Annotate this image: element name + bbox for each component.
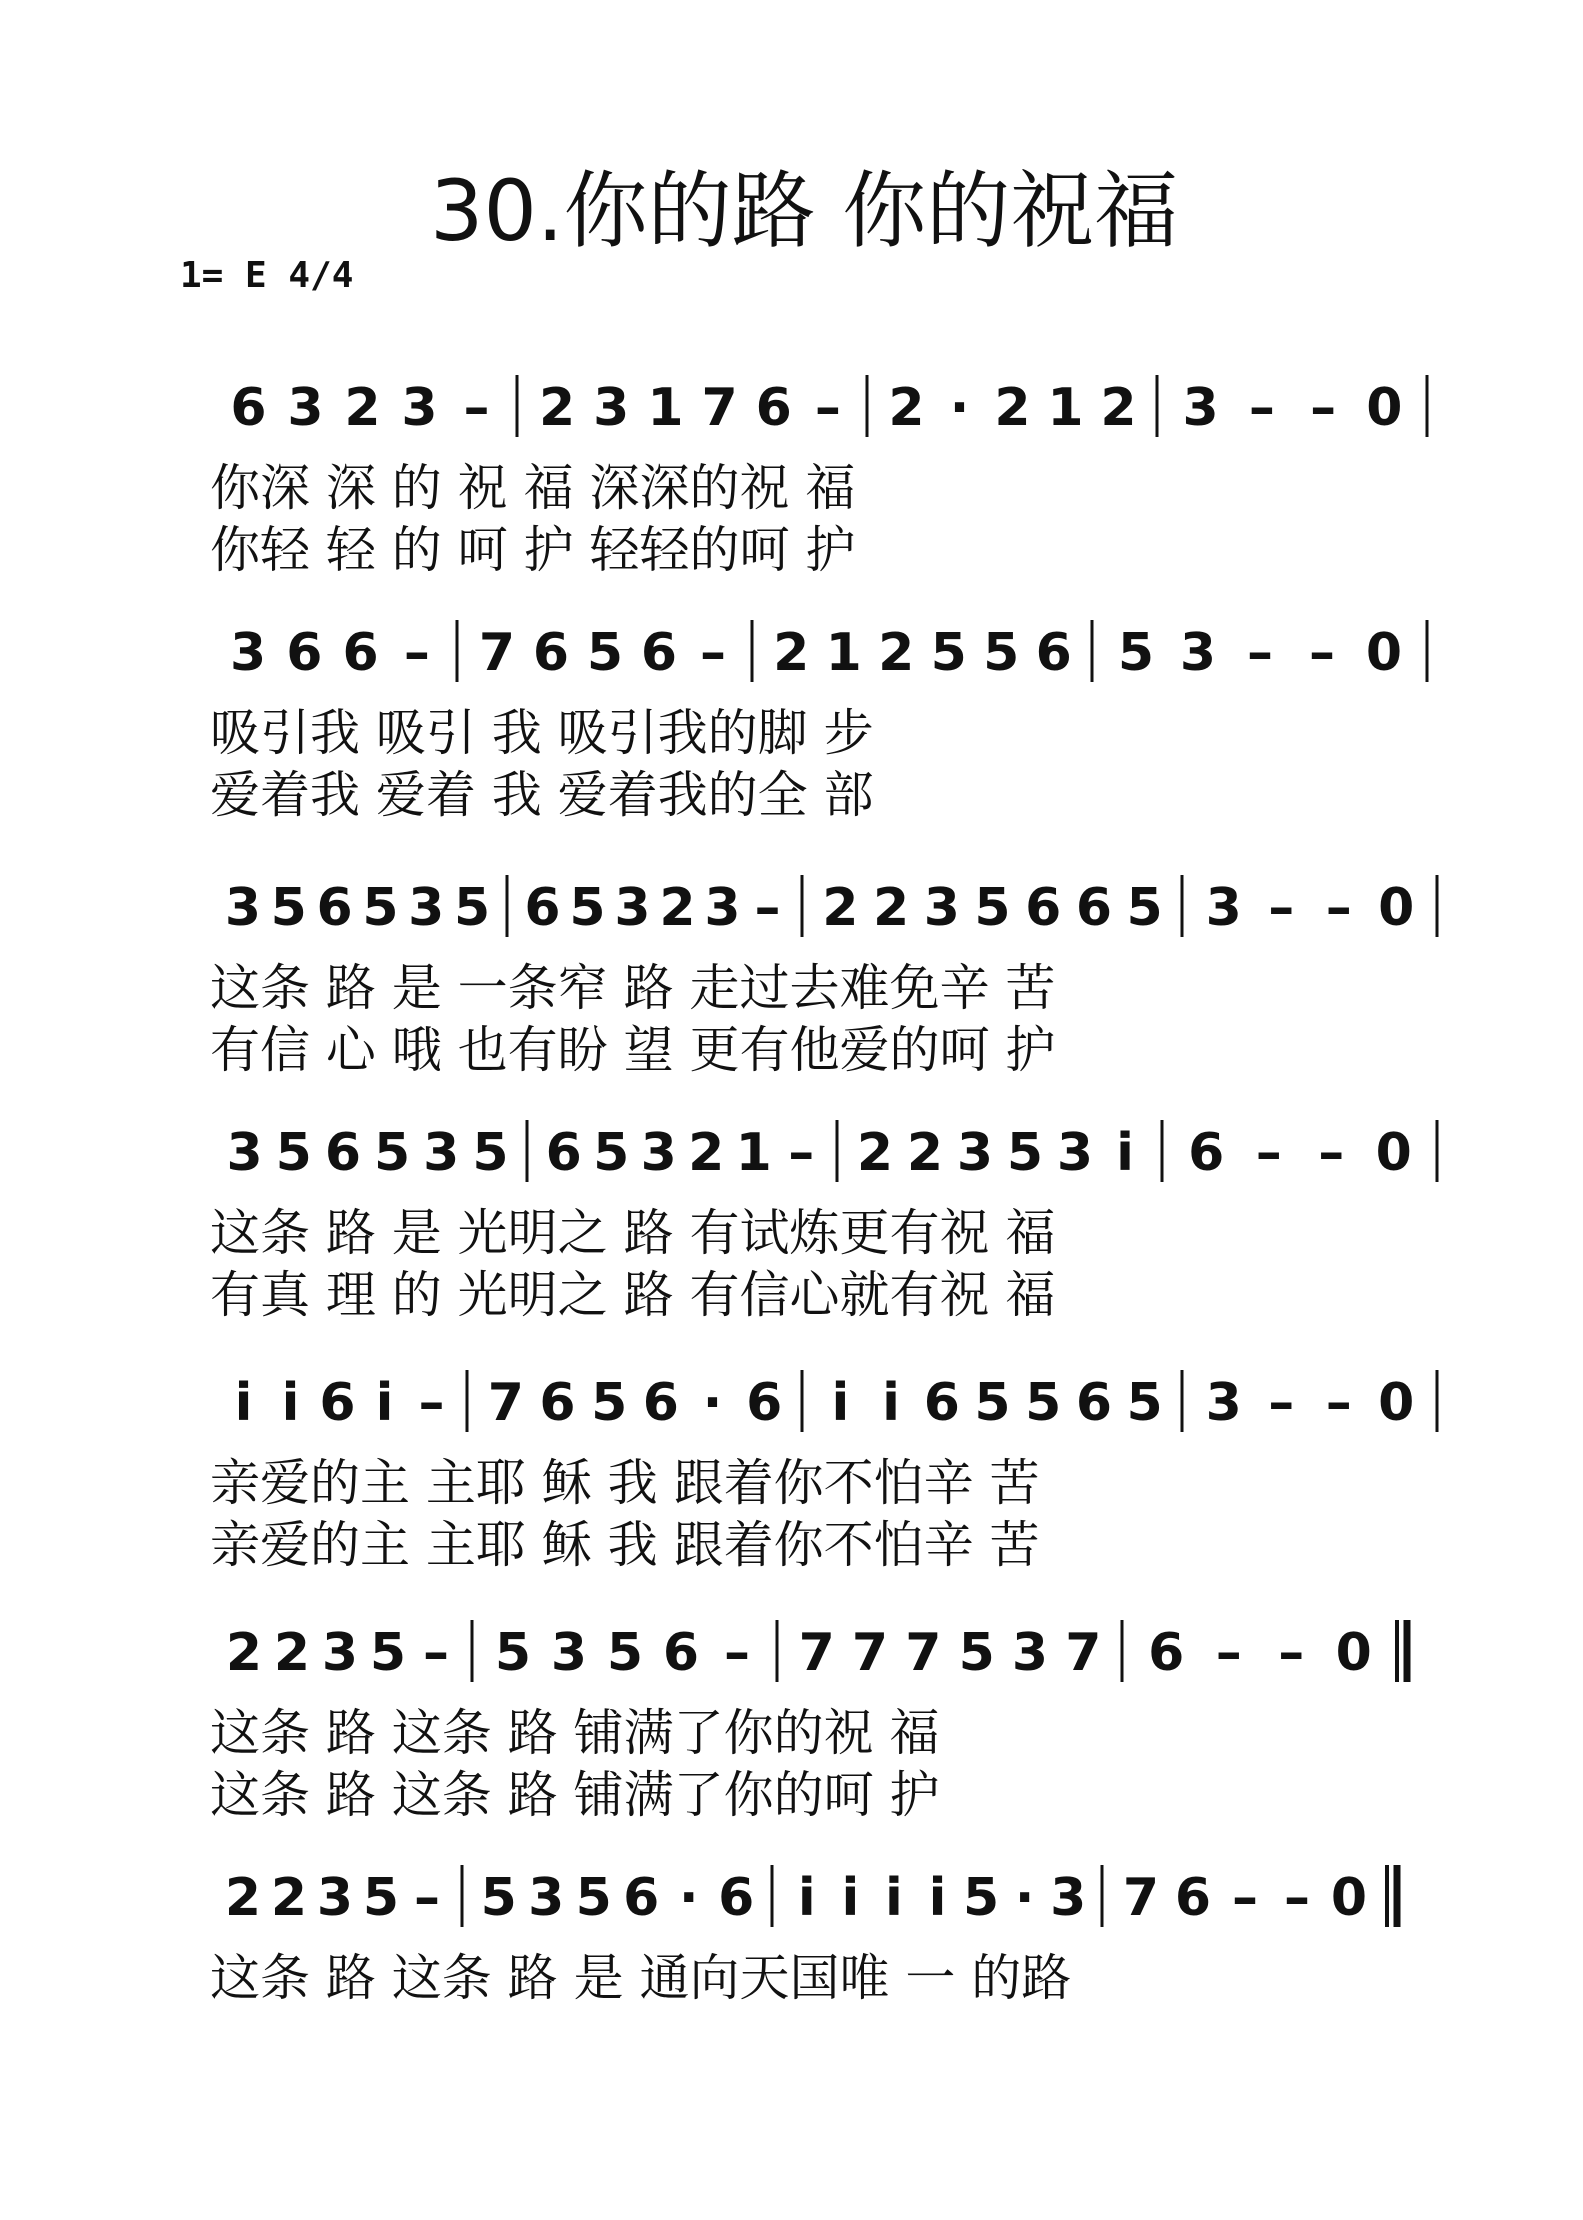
note-symbol: 5 (930, 623, 967, 683)
score-system (210, 1120, 1437, 1324)
note-symbol: 6 (755, 378, 792, 438)
note-symbol: 5 (1126, 1373, 1163, 1433)
note-symbol: 5 (974, 1373, 1011, 1433)
note-symbol: 7 (905, 1623, 942, 1683)
note-symbol: 5 (591, 1373, 628, 1433)
note-symbol: – (1309, 623, 1335, 683)
note-symbol: 2 (538, 378, 576, 438)
note-symbol: 2 (225, 1623, 263, 1683)
note-symbol: 5 (494, 1623, 532, 1683)
lyric-line: 亲爱的主 主耶 稣 我 跟着你不怕辛 苦 (210, 1516, 1040, 1574)
note-symbol: – (414, 1868, 440, 1928)
lyric-line: 这条 路 是 光明之 路 有试炼更有祝 福 (210, 1204, 1056, 1262)
note-symbol: 0 (1335, 1623, 1372, 1683)
lyric-line: 这条 路 是 一条窄 路 走过去难免辛 苦 (210, 959, 1056, 1017)
note-symbol: 5 (362, 878, 399, 938)
note-symbol: 2 (994, 378, 1031, 438)
lyric-line: 有真 理 的 光明之 路 有信心就有祝 福 (210, 1266, 1056, 1324)
note-symbol: i (882, 1373, 900, 1433)
note-symbol: 3 (408, 878, 445, 938)
score-system (210, 1620, 1407, 1824)
note-symbol: 5 (472, 1123, 509, 1183)
note-symbol: 6 (1075, 1373, 1113, 1433)
note-symbol: – (754, 878, 781, 938)
note-symbol: 5 (569, 878, 606, 938)
note-symbol: 3 (1205, 878, 1242, 938)
note-symbol: 5 (1126, 878, 1163, 938)
note-symbol: – (1310, 378, 1337, 438)
lyric-line: 亲爱的主 主耶 稣 我 跟着你不怕辛 苦 (210, 1454, 1040, 1512)
note-symbol: 2 (273, 1623, 311, 1683)
note-symbol: 5 (275, 1123, 312, 1183)
note-symbol: 2 (270, 1868, 308, 1928)
note-symbol: 5 (593, 1123, 630, 1183)
note-symbol: i (797, 1868, 816, 1928)
note-symbol: 5 (962, 1868, 1000, 1928)
note-symbol: 6 (642, 1373, 679, 1433)
note-symbol: 6 (640, 623, 678, 683)
note-symbol: i (831, 1373, 850, 1433)
note-symbol: 1 (1047, 378, 1084, 438)
note-symbol: 6 (1075, 878, 1113, 938)
note-symbol: 6 (545, 1123, 582, 1183)
note-symbol: · (678, 1868, 699, 1928)
note-symbol: 3 (1050, 1868, 1087, 1928)
note-symbol: · (1014, 1868, 1035, 1928)
note-symbol: 3 (316, 1868, 354, 1928)
note-symbol: 2 (906, 1123, 944, 1183)
note-symbol: 2 (888, 378, 925, 438)
note-symbol: 6 (1035, 623, 1072, 683)
note-symbol: 2 (344, 378, 381, 438)
note-symbol: 5 (958, 1623, 995, 1683)
note-symbol: · (702, 1373, 723, 1433)
note-symbol: 5 (575, 1868, 612, 1928)
note-symbol: – (463, 378, 490, 438)
note-symbol: 6 (623, 1868, 660, 1928)
note-symbol: 7 (701, 378, 738, 438)
note-symbol: 6 (1174, 1868, 1212, 1928)
note-symbol: · (949, 378, 970, 438)
note-symbol: 6 (746, 1373, 783, 1433)
note-symbol: 6 (342, 623, 379, 683)
note-symbol: – (403, 623, 430, 683)
note-symbol: 6 (1188, 1123, 1225, 1183)
note-symbol: – (1278, 1623, 1305, 1683)
note-symbol: 5 (453, 878, 491, 938)
note-symbol: 5 (983, 623, 1020, 683)
lyric-line: 爱着我 爱着 我 爱着我的全 部 (210, 766, 874, 824)
note-symbol: 3 (956, 1123, 994, 1183)
note-symbol: 0 (1378, 878, 1415, 938)
note-symbol: 5 (369, 1623, 407, 1683)
note-symbol: 5 (270, 878, 307, 938)
note-symbol: 6 (316, 878, 353, 938)
note-symbol: 0 (1375, 1123, 1412, 1183)
score-systems (210, 375, 1437, 2007)
note-symbol: – (1268, 1373, 1295, 1433)
note-symbol: 6 (532, 623, 570, 683)
note-symbol: 2 (1100, 378, 1137, 438)
note-symbol: 6 (286, 623, 323, 683)
note-symbol: 3 (287, 378, 324, 438)
score-system (210, 1370, 1437, 1574)
note-symbol: – (1215, 1623, 1242, 1683)
note-symbol: – (1325, 878, 1352, 938)
note-symbol: 0 (1330, 1868, 1368, 1928)
note-symbol: 7 (851, 1623, 889, 1683)
note-symbol: i (885, 1868, 903, 1928)
note-symbol: 7 (487, 1373, 524, 1433)
note-symbol: 5 (1006, 1123, 1044, 1183)
note-symbol: 6 (524, 878, 561, 938)
note-symbol: – (1248, 378, 1275, 438)
note-symbol: 3 (1179, 623, 1217, 683)
score-system (210, 1865, 1397, 2007)
note-symbol: 3 (230, 623, 267, 683)
note-symbol: 6 (1148, 1623, 1185, 1683)
note-symbol: – (1232, 1868, 1258, 1928)
note-symbol: i (281, 1373, 300, 1433)
score-system (210, 375, 1427, 579)
note-symbol: 3 (226, 1123, 263, 1183)
note-symbol: 2 (224, 1868, 262, 1928)
note-symbol: 3 (1182, 378, 1219, 438)
note-symbol: 5 (480, 1868, 517, 1928)
note-symbol: 3 (1056, 1123, 1094, 1183)
note-symbol: 1 (735, 1123, 772, 1183)
note-symbol: – (1318, 1123, 1345, 1183)
note-symbol: – (724, 1623, 750, 1683)
note-symbol: 1 (647, 378, 684, 438)
note-symbol: – (1325, 1373, 1352, 1433)
song-title: 30.你的路 你的祝福 (430, 162, 1179, 260)
note-symbol: 6 (662, 1623, 700, 1683)
note-symbol: 2 (856, 1123, 894, 1183)
note-symbol: 2 (773, 623, 810, 683)
note-symbol: 6 (923, 1373, 960, 1433)
note-symbol: 6 (230, 378, 267, 438)
note-symbol: i (234, 1373, 253, 1433)
note-symbol: 3 (614, 878, 651, 938)
note-symbol: – (700, 623, 726, 683)
note-symbol: 7 (478, 623, 516, 683)
note-symbol: 6 (539, 1373, 576, 1433)
note-symbol: 5 (1117, 623, 1155, 683)
key-signature: 1= E 4/4 (180, 255, 354, 296)
note-symbol: 0 (1366, 378, 1403, 438)
note-symbol: 3 (401, 378, 438, 438)
note-symbol: – (814, 378, 841, 438)
note-symbol: 0 (1378, 1373, 1415, 1433)
note-symbol: 7 (798, 1623, 835, 1683)
note-symbol: 5 (586, 623, 624, 683)
note-symbol: 0 (1365, 623, 1403, 683)
note-symbol: i (375, 1373, 394, 1433)
note-symbol: 7 (1122, 1868, 1160, 1928)
note-symbol: – (1247, 623, 1273, 683)
lyric-line: 你深 深 的 祝 福 深深的祝 福 (210, 459, 856, 517)
note-symbol: – (1284, 1868, 1310, 1928)
score-system (210, 620, 1427, 824)
note-symbol: – (418, 1373, 445, 1433)
lyric-line: 你轻 轻 的 呵 护 轻轻的呵 护 (210, 521, 856, 579)
note-symbol: 3 (550, 1623, 588, 1683)
note-symbol: i (841, 1868, 860, 1928)
note-symbol: 3 (321, 1623, 359, 1683)
note-symbol: 3 (528, 1868, 565, 1928)
note-symbol: 3 (704, 878, 741, 938)
note-symbol: 2 (872, 878, 910, 938)
note-symbol: 2 (688, 1123, 725, 1183)
lyric-line: 有信 心 哦 也有盼 望 更有他爱的呵 护 (210, 1021, 1056, 1079)
note-symbol: 3 (923, 878, 960, 938)
note-symbol: – (1255, 1123, 1282, 1183)
lyric-line: 吸引我 吸引 我 吸引我的脚 步 (210, 704, 874, 762)
note-symbol: – (423, 1623, 449, 1683)
note-symbol: 6 (1025, 878, 1062, 938)
note-symbol: 5 (1025, 1373, 1062, 1433)
note-symbol: 6 (718, 1868, 755, 1928)
note-symbol: 2 (822, 878, 859, 938)
note-symbol: 5 (362, 1868, 400, 1928)
note-symbol: 2 (878, 623, 915, 683)
note-symbol: 6 (324, 1123, 362, 1183)
note-symbol: 2 (659, 878, 696, 938)
note-symbol: i (1116, 1123, 1134, 1183)
note-symbol: 7 (1065, 1623, 1102, 1683)
note-symbol: 3 (423, 1123, 460, 1183)
score-system (210, 875, 1437, 1079)
note-symbol: 1 (825, 623, 862, 683)
lyric-line: 这条 路 这条 路 铺满了你的祝 福 (210, 1704, 940, 1762)
note-symbol: 3 (1205, 1373, 1242, 1433)
note-symbol: 5 (974, 878, 1011, 938)
note-symbol: 3 (224, 878, 262, 938)
note-symbol: – (788, 1123, 815, 1183)
note-symbol: 6 (319, 1373, 356, 1433)
note-symbol: 5 (373, 1123, 411, 1183)
note-symbol: 3 (1011, 1623, 1049, 1683)
note-symbol: 3 (640, 1123, 677, 1183)
note-symbol: i (928, 1868, 947, 1928)
lyric-line: 这条 路 这条 路 铺满了你的呵 护 (210, 1766, 940, 1824)
note-symbol: 5 (606, 1623, 644, 1683)
note-symbol: – (1268, 878, 1295, 938)
lyric-line: 这条 路 这条 路 是 通向天国唯 一 的路 (210, 1949, 1072, 2007)
note-symbol: 3 (593, 378, 630, 438)
